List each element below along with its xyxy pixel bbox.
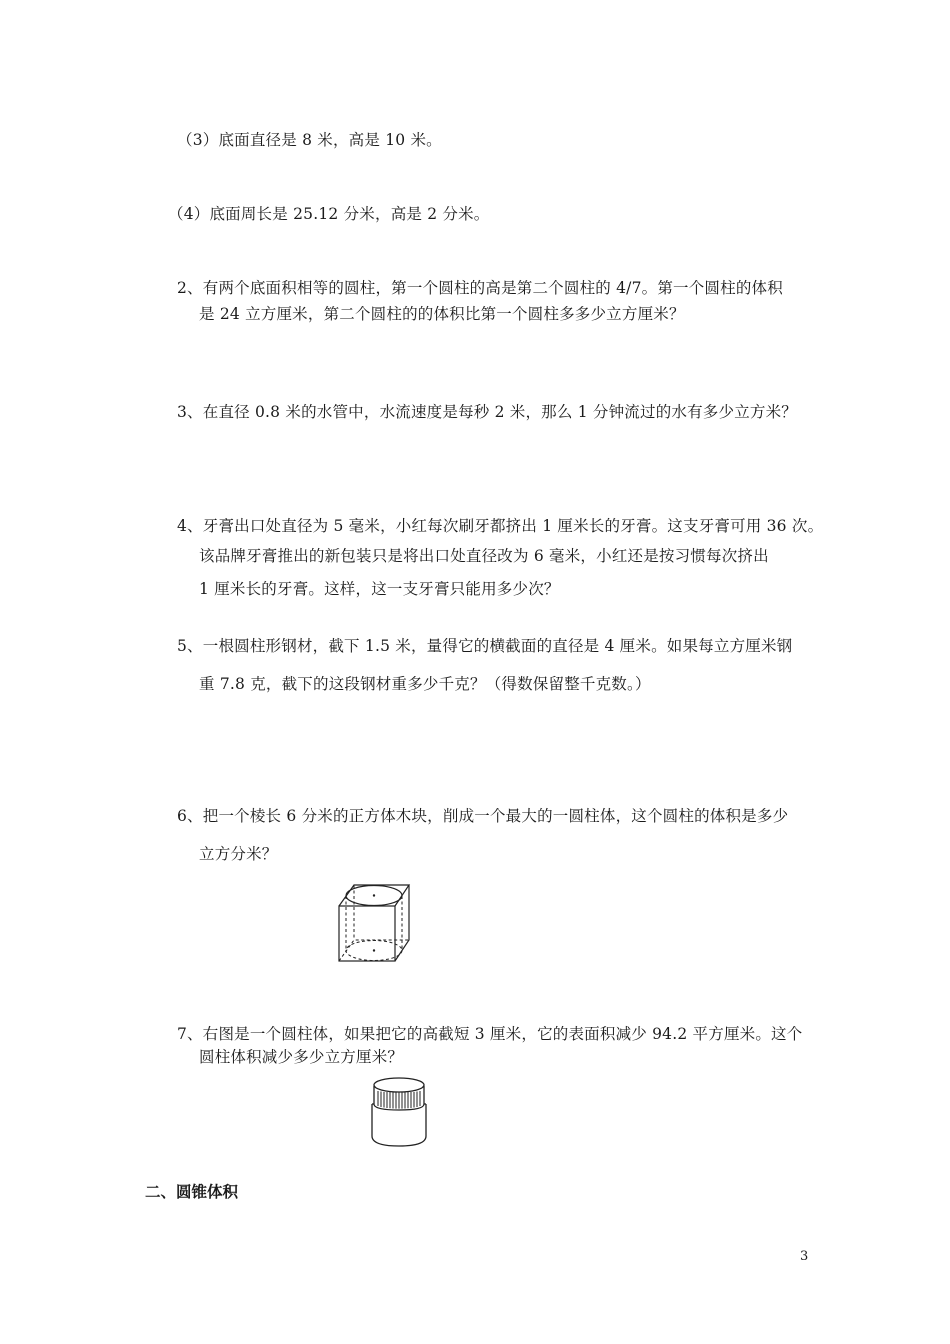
q1-item-4: （4）底面周长是 25.12 分米，高是 2 分米。: [168, 205, 490, 223]
q7-line-1: 7、右图是一个圆柱体，如果把它的高截短 3 厘米，它的表面积减少 94.2 平方厘米。这个: [177, 1025, 803, 1043]
q6-line-1: 6、把一个棱长 6 分米的正方体木块，削成一个最大的一圆柱体，这个圆柱的体积是多少: [177, 807, 789, 825]
q2-line-2: 是 24 立方厘米，第二个圆柱的的体积比第一个圆柱多多少立方厘米？: [199, 305, 685, 323]
q2-line-1: 2、有两个底面积相等的圆柱，第一个圆柱的高是第二个圆柱的 4/7。第一个圆柱的体积: [177, 279, 783, 297]
q3-line-1: 3、在直径 0.8 米的水管中，水流速度是每秒 2 米，那么 1 分钟流过的水有多少立方米？: [177, 403, 797, 421]
q4-line-2: 该品牌牙膏推出的新包装只是将出口处直径改为 6 毫米，小红还是按习惯每次挤出: [199, 547, 769, 565]
page-number: 3: [800, 1249, 809, 1264]
q1-item-3: （3）底面直径是 8 米，高是 10 米。: [177, 131, 442, 149]
q5-line-1: 5、一根圆柱形钢材，截下 1.5 米，量得它的横截面的直径是 4 厘米。如果每立方厘米钢: [177, 637, 793, 655]
section-heading-cone-volume: 二、圆锥体积: [145, 1183, 239, 1201]
cube-cylinder-figure: [330, 880, 420, 966]
q4-line-1: 4、牙膏出口处直径为 5 毫米，小红每次刷牙都挤出 1 厘米长的牙膏。这支牙膏可用 36 次。: [177, 517, 824, 535]
q7-line-2: 圆柱体积减少多少立方厘米？: [199, 1048, 404, 1066]
q5-line-2: 重 7.8 克，截下的这段钢材重多少千克？（得数保留整千克数。）: [199, 675, 651, 693]
q6-line-2: 立方分米？: [199, 845, 278, 863]
cylinder-jar-figure: [368, 1074, 430, 1150]
q4-line-3: 1 厘米长的牙膏。这样，这一支牙膏只能用多少次？: [199, 580, 560, 598]
